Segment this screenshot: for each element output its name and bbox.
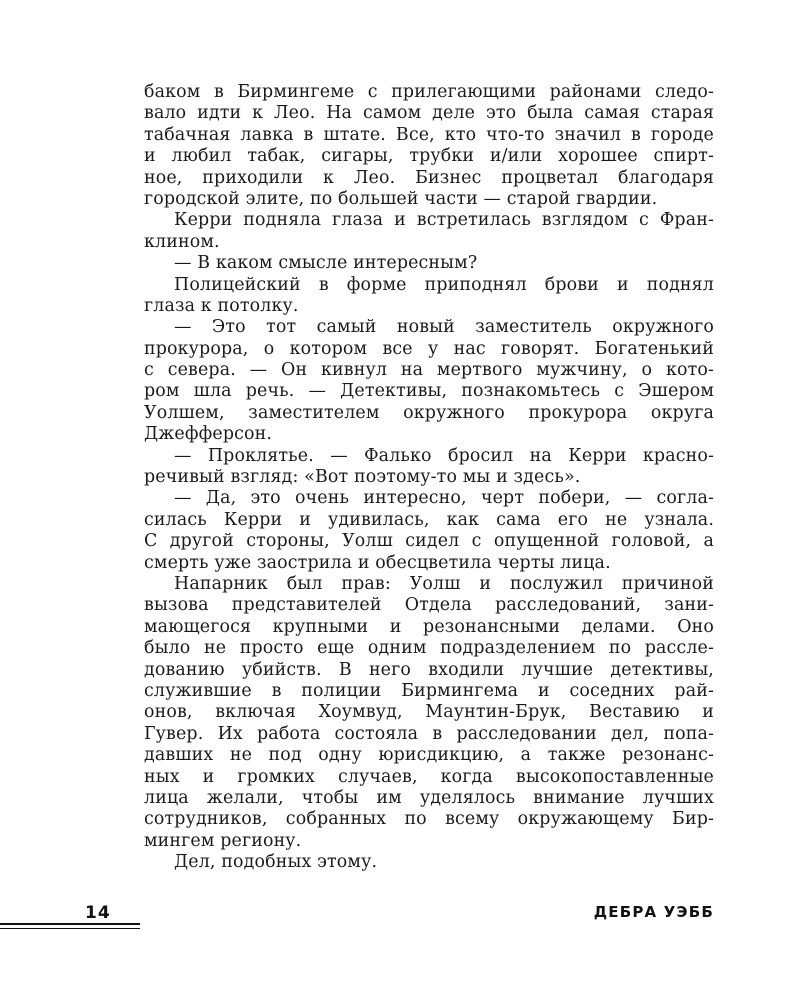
text-line: смерть уже заострила и обесцветила черты лица. [144, 552, 611, 573]
text-line: онов, включая Хоумвуд, Маунтин-Брук, Веставию и [144, 702, 714, 723]
text-line: Полицейский в форме приподнял брови и поднял [174, 274, 714, 295]
text-line: — Проклятье. — Фалько бросил на Керри красно- [174, 445, 714, 466]
text-line: с севера. — Он кивнул на мертвого мужчину, о кото- [144, 360, 714, 381]
text-line: прокурора, о котором все у нас говорят. Богатенький [144, 338, 714, 359]
footer-rule [0, 923, 140, 925]
text-line: баком в Бирмингеме с прилегающими районами следо- [144, 82, 714, 102]
text-line: ное, приходили к Лео. Бизнес процветал благодаря [144, 167, 714, 188]
text-line: ных и громких случаев, когда высокопоставленные [144, 766, 714, 787]
text-line: Уолшем, заместителем окружного прокурора округа [144, 402, 714, 423]
footer-rule-thin [0, 928, 140, 929]
text-line: — Да, это очень интересно, черт побери, — согла- [174, 488, 714, 509]
text-line: вало идти к Лео. На самом деле это была самая старая [144, 103, 714, 124]
text-line: городской элите, по большей части — старой гвардии. [144, 188, 658, 209]
text-line: сотрудников, собранных по всему окружающему Бир- [144, 809, 714, 830]
text-line: силась Керри и удивилась, как сама его не узнала. [144, 509, 714, 530]
text-line: лица желали, чтобы им уделялось внимание лучших [144, 787, 714, 808]
text-line: и любил табак, сигары, трубки и/или хорошее спирт- [144, 146, 714, 167]
text-line: Гувер. Их работа состояла в расследовании дел, попа- [144, 723, 714, 744]
text-line: Дел, подобных этому. [174, 852, 378, 873]
page-footer [0, 897, 800, 937]
running-header-author: ДЕБРА УЭББ [593, 903, 714, 921]
text-line: служившие в полиции Бирмингема и соседних рай- [144, 680, 714, 701]
text-line: Керри подняла глаза и встретилась взглядом с Фран- [174, 210, 714, 231]
text-line: Напарник был прав: Уолш и послужил причиной [174, 573, 714, 594]
text-line: было не просто еще одним подразделением по рассле- [144, 638, 714, 659]
text-line: мингем региону. [144, 830, 302, 851]
text-line: мающегося крупными и резонансными делами. Оно [144, 616, 714, 637]
text-line: табачная лавка в штате. Все, кто что-то значил в городе [144, 124, 714, 145]
page-number: 14 [85, 903, 111, 923]
text-line: дованию убийств. В него входили лучшие детективы, [144, 659, 714, 680]
text-line: речивый взгляд: «Вот поэтому-то мы и здесь». [144, 467, 581, 488]
body-text [144, 82, 714, 873]
text-line: — Это тот самый новый заместитель окружного [174, 317, 714, 338]
text-line: давших не под одну юрисдикцию, а также резонанс- [144, 745, 714, 766]
text-line: ром шла речь. — Детективы, познакомьтесь с Эшером [144, 381, 714, 402]
text-line: вызова представителей Отдела расследований, зани- [144, 595, 714, 616]
text-line: Джефферсон. [144, 424, 273, 445]
text-line: клином. [144, 231, 220, 252]
text-line: глаза к потолку. [144, 295, 299, 316]
text-line: С другой стороны, Уолш сидел с опущенной головой, а [144, 531, 714, 552]
text-line: — В каком смысле интересным? [174, 253, 478, 274]
